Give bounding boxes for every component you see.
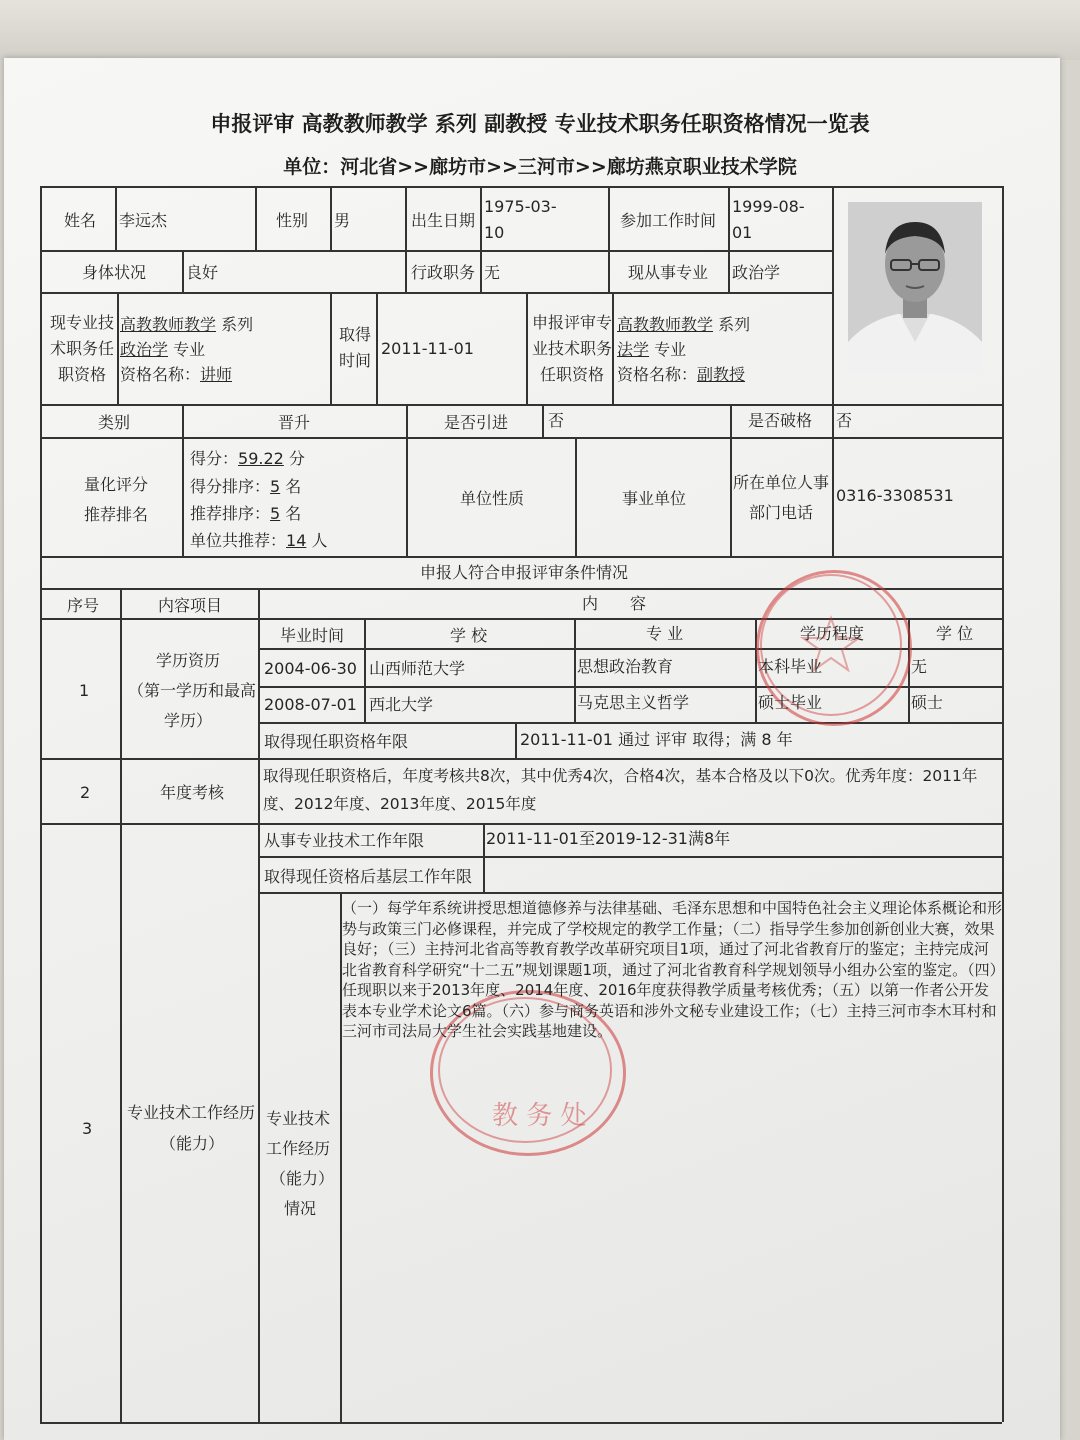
grid-line-v xyxy=(728,250,730,292)
grid-line-h xyxy=(40,292,832,294)
grid-line-v xyxy=(832,186,834,404)
exp-no: 3 xyxy=(82,1119,93,1138)
apply-qual-label-1: 申报评审专 xyxy=(532,313,613,332)
apply-qual-major-line: 法学 专业 xyxy=(617,340,687,359)
grid-line-h xyxy=(40,1422,1002,1424)
apply-qual-label-2: 业技术职务 xyxy=(532,339,613,358)
col-item-header: 内容项目 xyxy=(158,596,223,615)
wall-background xyxy=(0,0,1080,60)
edu-row2-date: 2008-07-01 xyxy=(264,695,357,714)
work-start-label: 参加工作时间 xyxy=(620,211,717,230)
grid-line-v xyxy=(376,292,378,404)
edu-row1-major: 思想政治教育 xyxy=(577,657,674,676)
edu-years-value: 2011-11-01 通过 评审 取得；满 8 年 xyxy=(520,730,793,749)
hr-phone-label-2: 部门电话 xyxy=(749,503,814,522)
grid-line-v xyxy=(40,186,42,1422)
edu-item-2: （第一学历和最高 xyxy=(128,681,257,700)
score-line: 得分：59.22 分 xyxy=(190,449,305,468)
grassroots-years-label: 取得现任资格后基层工作年限 xyxy=(264,867,473,886)
edu-row2-major: 马克思主义哲学 xyxy=(577,693,690,712)
col-no-header: 序号 xyxy=(67,596,100,615)
birth-value-line2: 10 xyxy=(484,223,505,242)
edu-header-level: 学历程度 xyxy=(800,624,865,643)
grid-line-v xyxy=(1002,186,1004,1422)
grid-line-v xyxy=(405,186,407,250)
admin-post-value: 无 xyxy=(484,263,501,282)
edu-header-degree: 学 位 xyxy=(936,624,974,643)
exceptional-label: 是否破格 xyxy=(748,411,813,430)
grid-line-v xyxy=(542,404,544,437)
edu-header-major: 专 业 xyxy=(646,624,684,643)
grid-line-h xyxy=(40,186,1002,188)
edu-no: 1 xyxy=(79,681,90,700)
grid-line-h xyxy=(258,722,1002,724)
conditions-title: 申报人符合申报评审条件情况 xyxy=(420,563,629,582)
unit-nature-label: 单位性质 xyxy=(460,489,525,508)
document-title: 申报评审 高教教师教学 系列 副教授 专业技术职务任职资格情况一览表 xyxy=(210,112,870,136)
obtain-time-label-2: 时间 xyxy=(339,351,372,370)
category-value: 晋升 xyxy=(278,413,311,432)
grid-line-v xyxy=(832,404,834,556)
exp-sub-1: 专业技术 xyxy=(266,1109,331,1128)
experience-description: （一）每学年系统讲授思想道德修养与法律基础、毛泽东思想和中国特色社会主义理论体系概论和形势与政策三门必修课程，并完成了学校规定的教学工作量；（二）指导学生参加创新创业大赛，效果良好；（三）主持河北省高等教育教学改革研究项目1项，通过了河北省教育厅的鉴定；主持完成河北省教育科学研究“十二五”规划课题1项，通过了河北省教育科学规划领导小组办公室的鉴定。（四）任现职以来于2013年度、2014年度、2016年度获得教学质量考核优秀；（五）以第一作者公开发表本专业学术论文6篇。（六）参与商务英语和涉外文秘专业建设工作；（七）主持三河市李木耳村和三河市司法局大学生社会实践基地建设。 xyxy=(342,899,1003,1040)
svg-text:教 务 处: 教 务 处 xyxy=(492,1101,587,1131)
assess-no: 2 xyxy=(80,783,91,802)
edu-item-3: 学历） xyxy=(164,711,213,730)
current-major-value: 政治学 xyxy=(732,263,781,282)
introduced-value: 否 xyxy=(548,411,565,430)
grid-line-h xyxy=(40,404,1002,406)
gender-value: 男 xyxy=(334,211,351,230)
exceptional-value: 否 xyxy=(836,411,853,430)
grid-line-v xyxy=(364,618,366,722)
grid-line-v xyxy=(405,250,407,292)
introduced-label: 是否引进 xyxy=(444,413,509,432)
exp-sub-2: 工作经历 xyxy=(266,1139,331,1158)
grid-line-v xyxy=(117,292,119,404)
gender-label: 性别 xyxy=(276,211,309,230)
apply-qual-label-3: 任职资格 xyxy=(540,365,605,384)
apply-qual-series-line: 高教教师教学 系列 xyxy=(617,315,751,334)
exp-sub-4: 情况 xyxy=(284,1199,317,1218)
grid-line-v xyxy=(330,292,332,404)
grid-line-v xyxy=(480,186,482,250)
scoring-label-2: 推荐排名 xyxy=(84,505,149,524)
name-value: 李远杰 xyxy=(119,211,168,230)
edu-row1-school: 山西师范大学 xyxy=(369,659,466,678)
grid-line-v xyxy=(258,588,260,1422)
edu-header-school: 学 校 xyxy=(450,626,488,645)
edu-row1-date: 2004-06-30 xyxy=(264,659,357,678)
assess-line-1: 取得现任职资格后，年度考核共8次，其中优秀4次，合格4次，基本合格及以下0次。优秀年度：2011年 xyxy=(263,767,978,785)
grid-line-v xyxy=(182,404,184,556)
grid-line-v xyxy=(182,250,184,292)
grid-line-v xyxy=(612,292,614,404)
assess-line-2: 度、2012年度、2013年度、2015年度 xyxy=(263,795,537,813)
admin-post-label: 行政职务 xyxy=(411,263,476,282)
edu-row1-degree: 无 xyxy=(911,657,928,676)
obtain-time-value: 2011-11-01 xyxy=(381,339,474,358)
edu-row2-level: 硕士毕业 xyxy=(758,693,823,712)
exp-item-2: （能力） xyxy=(160,1134,225,1153)
birth-label: 出生日期 xyxy=(411,211,476,230)
current-qual-label-3: 职资格 xyxy=(58,365,107,384)
exp-sub-3: （能力） xyxy=(270,1169,335,1188)
grid-line-v xyxy=(406,404,408,556)
edu-item-1: 学历资历 xyxy=(156,651,221,670)
edu-header-date: 毕业时间 xyxy=(280,626,345,645)
current-qual-label-2: 术职务任 xyxy=(50,339,115,358)
grid-line-v xyxy=(120,588,122,1422)
grid-line-v xyxy=(526,292,528,404)
unit-nature-value: 事业单位 xyxy=(622,489,687,508)
score-rank-line: 得分排序：5 名 xyxy=(190,477,302,496)
work-start-value-line2: 01 xyxy=(732,223,753,242)
current-qual-series-line: 高教教师教学 系列 xyxy=(120,315,254,334)
col-content-header: 内 容 xyxy=(582,594,647,613)
edu-row2-degree: 硕士 xyxy=(911,693,944,712)
health-label: 身体状况 xyxy=(82,263,147,282)
assess-item: 年度考核 xyxy=(160,783,225,802)
grid-line-v xyxy=(330,186,332,250)
edu-row1-level: 本科毕业 xyxy=(758,657,823,676)
grid-line-v xyxy=(115,186,117,250)
recommend-rank-line: 推荐排序：5 名 xyxy=(190,504,302,523)
hr-phone-label-1: 所在单位人事 xyxy=(733,473,830,492)
grid-line-v xyxy=(730,404,732,556)
exp-item-1: 专业技术工作经历 xyxy=(127,1103,256,1122)
total-recommend-line: 单位共推荐：14 人 xyxy=(190,531,328,550)
grid-line-h xyxy=(40,823,1002,825)
unit-line: 单位：河北省>>廊坊市>>三河市>>廊坊燕京职业技术学院 xyxy=(283,156,797,178)
hr-phone-value: 0316-3308531 xyxy=(836,486,954,505)
grid-line-v xyxy=(483,823,485,892)
grid-line-v xyxy=(608,186,610,250)
grid-line-h xyxy=(258,892,1002,894)
grid-line-v xyxy=(480,250,482,292)
edu-row2-school: 西北大学 xyxy=(369,695,434,714)
exp-years-label: 从事专业技术工作年限 xyxy=(264,831,425,850)
grid-line-h xyxy=(40,556,1002,558)
edu-years-label: 取得现任职资格年限 xyxy=(264,732,409,751)
scoring-label-1: 量化评分 xyxy=(84,475,149,494)
current-qual-major-line: 政治学 专业 xyxy=(120,340,206,359)
category-label: 类别 xyxy=(98,413,131,432)
grid-line-v xyxy=(575,437,577,556)
current-qual-name-line: 资格名称：讲师 xyxy=(120,365,233,384)
current-qual-label-1: 现专业技 xyxy=(50,313,115,332)
obtain-time-label-1: 取得 xyxy=(339,325,372,344)
work-start-value-line1: 1999-08- xyxy=(732,197,805,216)
apply-qual-name-line: 资格名称：副教授 xyxy=(617,365,746,384)
grid-line-v xyxy=(255,186,257,250)
name-label: 姓名 xyxy=(64,211,97,230)
grid-line-h xyxy=(40,250,832,252)
grid-line-h xyxy=(258,856,1002,858)
grid-line-v xyxy=(728,186,730,250)
birth-value-line1: 1975-03- xyxy=(484,197,557,216)
grid-line-v xyxy=(608,250,610,292)
exp-years-value: 2011-11-01至2019-12-31满8年 xyxy=(486,829,731,848)
applicant-photo xyxy=(848,202,982,374)
current-major-label: 现从事专业 xyxy=(628,263,709,282)
health-value: 良好 xyxy=(186,263,219,282)
grid-line-h xyxy=(40,437,1002,439)
grid-line-h xyxy=(40,758,1002,760)
grid-line-v xyxy=(515,722,517,758)
grid-line-v xyxy=(574,618,576,722)
